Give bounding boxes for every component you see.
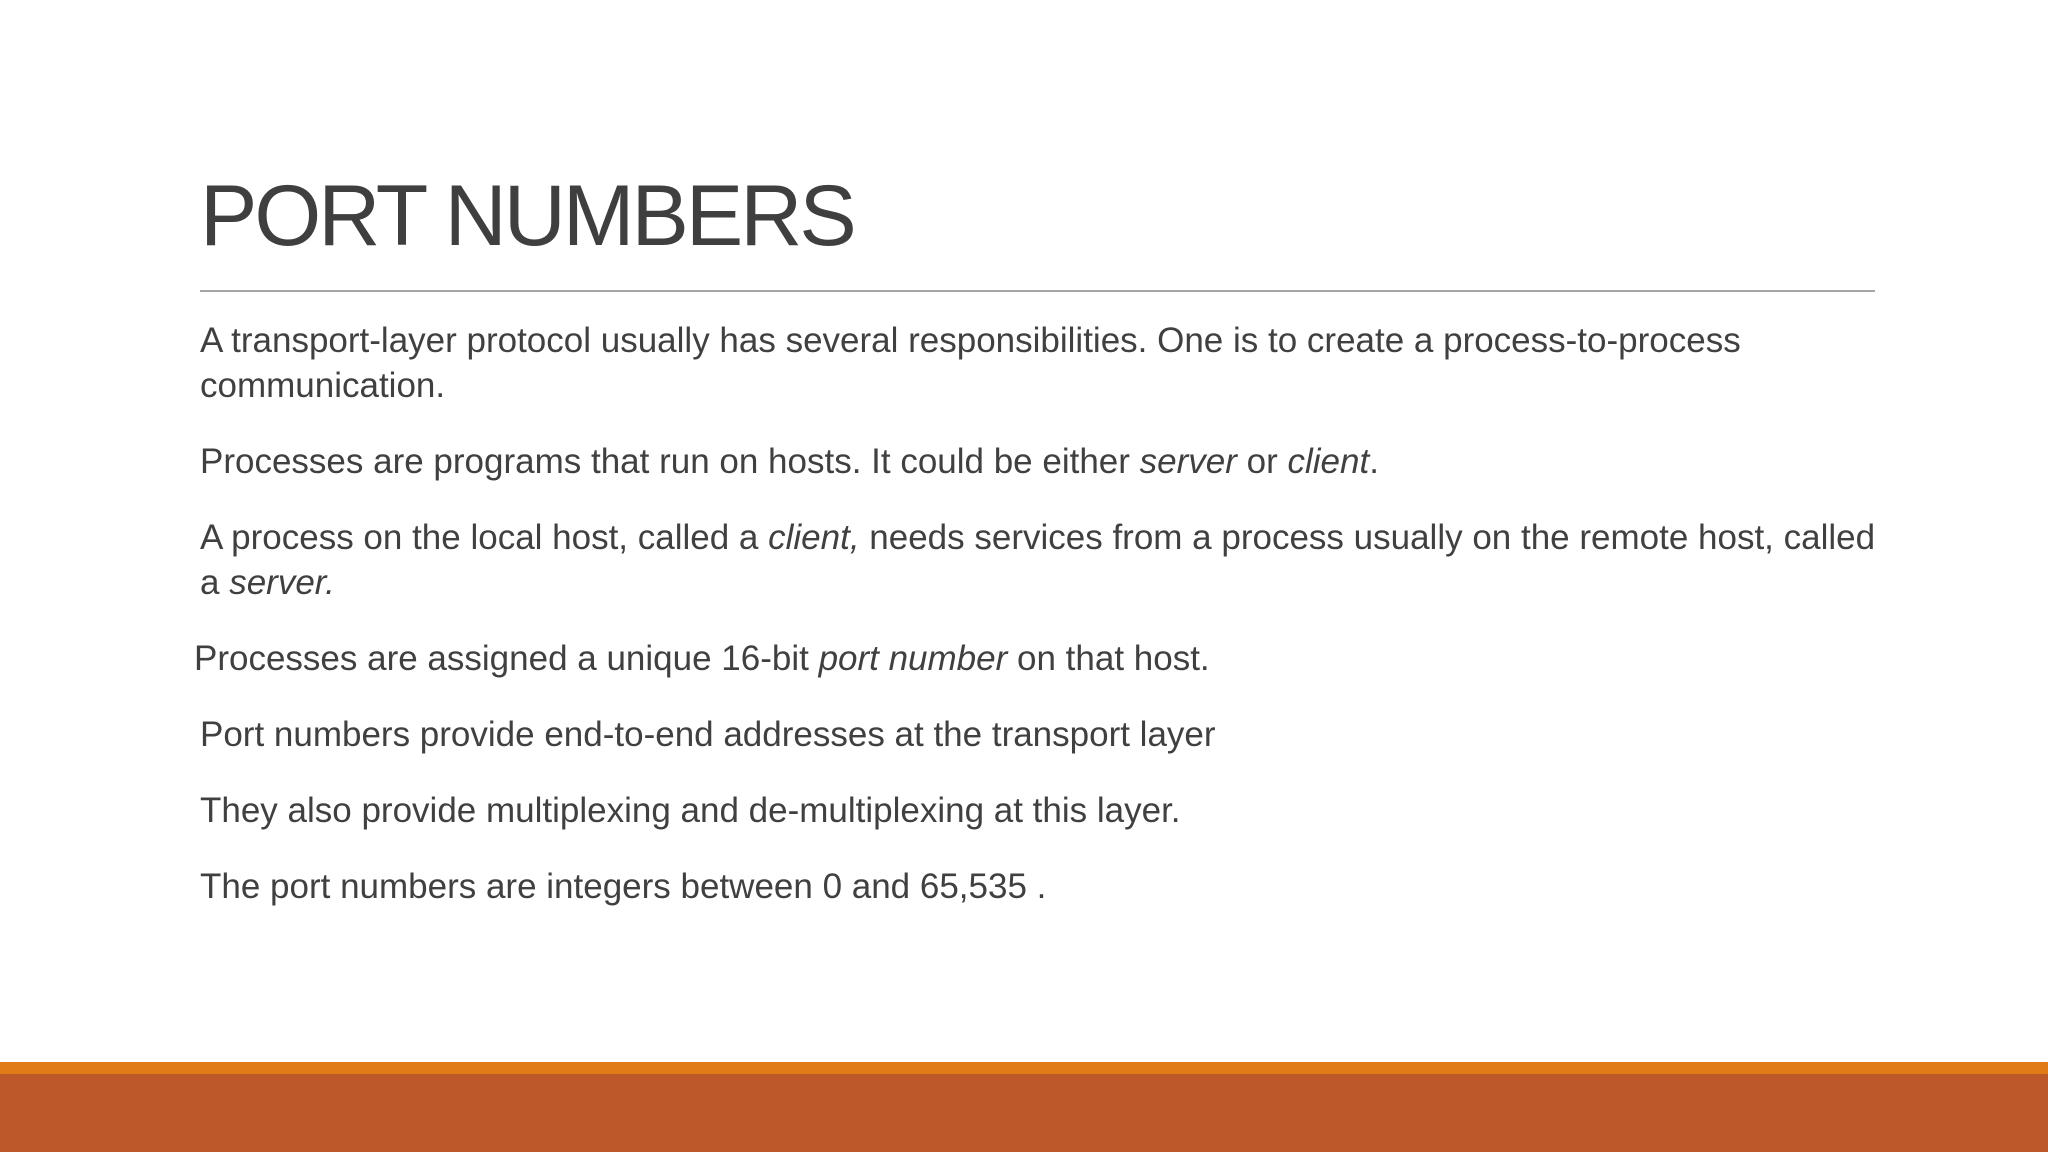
paragraph-text: Processes are programs that run on hosts. It could be either: [200, 442, 1140, 481]
emphasis-client: client: [1287, 442, 1370, 481]
paragraph-p4: [194, 636, 1880, 681]
paragraph-text: The port numbers are integers between 0 and 65,535 .: [200, 867, 1047, 906]
paragraph-text: on that host.: [1007, 639, 1210, 678]
paragraph-text: They also provide multiplexing and de-multiplexing at this layer.: [200, 791, 1181, 830]
title-divider: [200, 290, 1875, 292]
paragraph-p6: [200, 788, 1880, 833]
emphasis-server: server.: [229, 563, 335, 602]
emphasis-server: server: [1139, 442, 1237, 481]
paragraph-text: A transport-layer protocol usually has several responsibilities. One is to create a process-to-process communication.: [200, 321, 1741, 405]
paragraph-text: .: [1369, 442, 1379, 481]
paragraph-p2: [200, 439, 1880, 484]
paragraph-p7: [200, 864, 1880, 909]
paragraph-p3: [200, 515, 1880, 605]
footer-accent-bar-bottom: [0, 1074, 2048, 1152]
paragraph-p1: [200, 318, 1880, 408]
slide-body: [194, 318, 1880, 940]
paragraph-text: A process on the local host, called a: [200, 518, 769, 557]
paragraph-text: Port numbers provide end-to-end addresses at the transport layer: [200, 715, 1216, 754]
paragraph-text: needs services from a process usually on the remote host, called a: [200, 518, 1876, 602]
footer-accent-bar-top: [0, 1062, 2048, 1074]
paragraph-text: or: [1236, 442, 1288, 481]
emphasis-port-number: port number: [818, 639, 1008, 678]
paragraph-p5: [200, 712, 1880, 757]
paragraph-text: Processes are assigned a unique 16-bit: [194, 639, 819, 678]
slide-title: PORT NUMBERS: [200, 168, 854, 264]
emphasis-client: client,: [768, 518, 860, 557]
